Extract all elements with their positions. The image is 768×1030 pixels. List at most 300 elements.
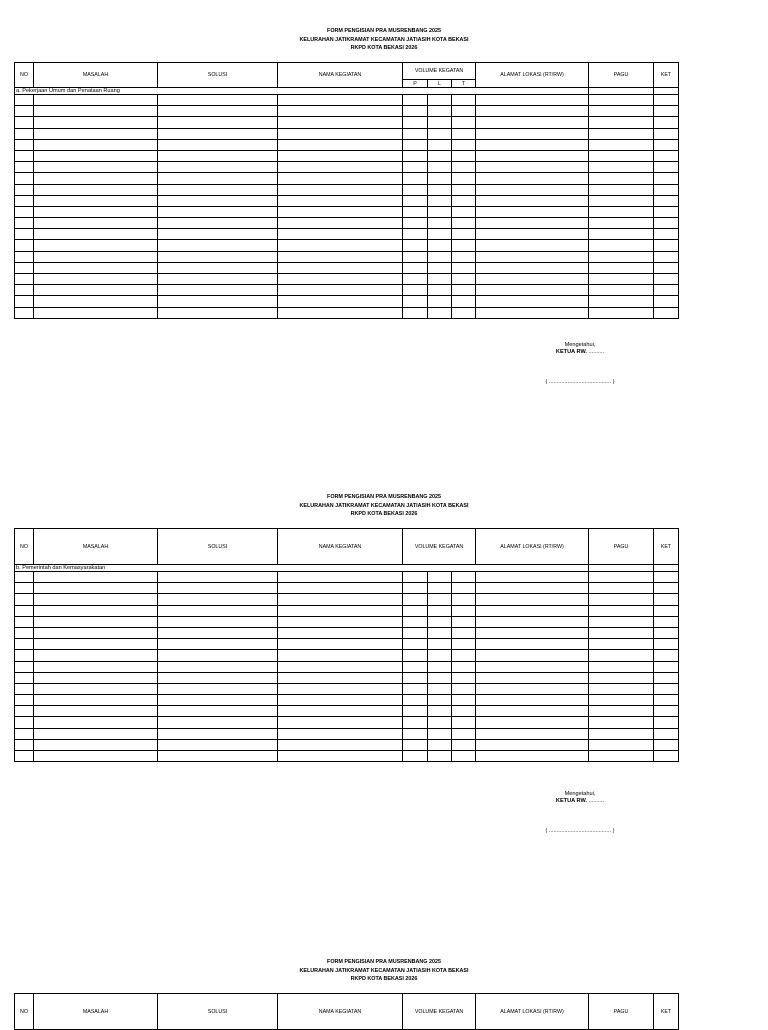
table-cell: [589, 583, 654, 594]
table-cell: [34, 229, 158, 240]
form-subtitle-rkpd: RKPD KOTA BEKASI 2026: [350, 45, 418, 52]
table-cell: [15, 751, 34, 762]
table-cell: [15, 184, 34, 195]
table-cell: [403, 162, 428, 173]
col-header-no: NO: [15, 529, 34, 565]
table-cell: [452, 296, 476, 307]
table-cell: [15, 739, 34, 750]
table-cell: [278, 173, 403, 184]
table-cell: [428, 572, 452, 583]
category-filler: [654, 565, 679, 572]
table-cell: [654, 184, 679, 195]
table-cell: [278, 117, 403, 128]
table-cell: [278, 195, 403, 206]
table-row: [15, 594, 679, 605]
table-cell: [158, 605, 278, 616]
table-cell: [452, 274, 476, 285]
table-cell: [654, 739, 679, 750]
table-cell: [428, 594, 452, 605]
table-cell: [158, 285, 278, 296]
table-cell: [15, 95, 34, 106]
table-cell: [34, 627, 158, 638]
table-cell: [452, 150, 476, 161]
table-cell: [34, 206, 158, 217]
table-cell: [476, 139, 589, 150]
table-cell: [15, 583, 34, 594]
table-cell: [654, 240, 679, 251]
table-row: [15, 229, 679, 240]
table-cell: [158, 128, 278, 139]
table-cell: [34, 728, 158, 739]
table-cell: [452, 594, 476, 605]
table-cell: [158, 206, 278, 217]
col-header-no: NO: [15, 994, 34, 1030]
table-cell: [34, 706, 158, 717]
table-cell: [654, 296, 679, 307]
table-cell: [476, 195, 589, 206]
col-header-p: P: [403, 80, 428, 88]
col-header-solusi: SOLUSI: [158, 529, 278, 565]
table-cell: [476, 218, 589, 229]
table-row: [15, 695, 679, 706]
col-header-pagu: PAGU: [589, 529, 654, 565]
category-label: b. Pemerintah dan Kemasyarakatan: [15, 565, 476, 572]
mengetahui-label: Mengetahui,: [564, 791, 596, 797]
table-cell: [158, 706, 278, 717]
table-row: [15, 627, 679, 638]
table-cell: [15, 627, 34, 638]
table-cell: [589, 307, 654, 318]
table-cell: [15, 229, 34, 240]
table-cell: [403, 616, 428, 627]
table-cell: [15, 150, 34, 161]
form-header-b: [0, 493, 768, 519]
table-cell: [654, 307, 679, 318]
table-cell: [654, 285, 679, 296]
table-cell: [654, 627, 679, 638]
table-cell: [476, 717, 589, 728]
table-cell: [15, 195, 34, 206]
table-cell: [476, 240, 589, 251]
table-cell: [589, 672, 654, 683]
table-cell: [428, 262, 452, 273]
table-cell: [654, 728, 679, 739]
table-cell: [654, 139, 679, 150]
table-cell: [476, 751, 589, 762]
table-cell: [158, 728, 278, 739]
table-cell: [476, 706, 589, 717]
table-cell: [15, 639, 34, 650]
table-cell: [34, 150, 158, 161]
table-cell: [452, 206, 476, 217]
table-cell: [34, 739, 158, 750]
table-cell: [589, 240, 654, 251]
table-cell: [589, 650, 654, 661]
table-cell: [476, 296, 589, 307]
table-cell: [15, 661, 34, 672]
table-cell: [278, 572, 403, 583]
table-cell: [452, 285, 476, 296]
table-cell: [403, 251, 428, 262]
table-cell: [278, 240, 403, 251]
table-cell: [403, 661, 428, 672]
table-cell: [589, 195, 654, 206]
table-cell: [452, 672, 476, 683]
table-row: [15, 661, 679, 672]
table-cell: [34, 162, 158, 173]
table-cell: [403, 572, 428, 583]
table-cell: [428, 627, 452, 638]
table-row: [15, 139, 679, 150]
table-cell: [278, 639, 403, 650]
ketua-rw-label: KETUA RW.: [555, 349, 587, 355]
table-cell: [428, 728, 452, 739]
table-cell: [403, 106, 428, 117]
col-header-nama-kegiatan: NAMA KEGIATAN: [278, 63, 403, 88]
table-cell: [452, 262, 476, 273]
table-cell: [452, 717, 476, 728]
table-cell: [476, 605, 589, 616]
mengetahui-label: Mengetahui,: [564, 342, 596, 348]
table-cell: [15, 218, 34, 229]
table-row: [15, 173, 679, 184]
category-filler: [589, 88, 654, 95]
table-cell: [34, 285, 158, 296]
table-cell: [278, 106, 403, 117]
table-row: [15, 195, 679, 206]
table-cell: [34, 594, 158, 605]
signature-block-a: [500, 342, 660, 385]
table-cell: [428, 95, 452, 106]
table-cell: [158, 594, 278, 605]
table-cell: [452, 639, 476, 650]
table-cell: [428, 739, 452, 750]
table-cell: [15, 128, 34, 139]
table-cell: [403, 650, 428, 661]
table-cell: [452, 162, 476, 173]
table-cell: [34, 106, 158, 117]
table-cell: [15, 695, 34, 706]
table-cell: [476, 262, 589, 273]
table-cell: [452, 572, 476, 583]
table-cell: [158, 661, 278, 672]
table-cell: [15, 650, 34, 661]
table-cell: [654, 583, 679, 594]
table-cell: [428, 162, 452, 173]
table-cell: [15, 594, 34, 605]
table-cell: [452, 751, 476, 762]
table-cell: [654, 195, 679, 206]
table-cell: [15, 285, 34, 296]
table-cell: [403, 173, 428, 184]
table-cell: [278, 728, 403, 739]
table-cell: [403, 583, 428, 594]
table-cell: [15, 717, 34, 728]
signature-block-b: [500, 791, 660, 834]
table-cell: [15, 728, 34, 739]
col-header-alamat: ALAMAT LOKASI (RT/RW): [476, 529, 589, 565]
table-cell: [158, 583, 278, 594]
table-cell: [403, 605, 428, 616]
ketua-rw-blank: ..........: [586, 798, 605, 804]
table-cell: [452, 616, 476, 627]
table-row: [15, 206, 679, 217]
table-cell: [476, 650, 589, 661]
table-cell: [428, 583, 452, 594]
table-cell: [654, 128, 679, 139]
table-cell: [158, 173, 278, 184]
table-cell: [589, 117, 654, 128]
table-cell: [589, 627, 654, 638]
table-cell: [34, 616, 158, 627]
table-cell: [403, 594, 428, 605]
table-cell: [476, 274, 589, 285]
table-cell: [428, 117, 452, 128]
form-subtitle-rkpd: RKPD KOTA BEKASI 2026: [350, 976, 418, 983]
table-row: [15, 162, 679, 173]
table-cell: [278, 616, 403, 627]
signature-name-blank: ( ........................................ ): [545, 828, 615, 834]
table-cell: [15, 262, 34, 273]
table-cell: [34, 605, 158, 616]
table-cell: [428, 661, 452, 672]
table-cell: [34, 695, 158, 706]
table-cell: [158, 150, 278, 161]
table-row: [15, 218, 679, 229]
table-cell: [15, 240, 34, 251]
table-cell: [158, 106, 278, 117]
table-cell: [428, 139, 452, 150]
table-cell: [403, 717, 428, 728]
table-cell: [278, 683, 403, 694]
category-label: a. Pekerjaan Umum dan Penataan Ruang: [15, 88, 476, 95]
table-cell: [403, 706, 428, 717]
table-cell: [452, 117, 476, 128]
table-row: [15, 672, 679, 683]
table-cell: [428, 605, 452, 616]
category-filler: [589, 565, 654, 572]
table-cell: [158, 695, 278, 706]
table-cell: [278, 206, 403, 217]
table-cell: [158, 307, 278, 318]
col-header-volume: VOLUME KEGATAN: [403, 994, 476, 1030]
table-cell: [15, 173, 34, 184]
table-cell: [589, 717, 654, 728]
table-cell: [158, 162, 278, 173]
table-cell: [589, 184, 654, 195]
col-header-alamat: ALAMAT LOKASI (RT/RW): [476, 994, 589, 1030]
table-cell: [34, 672, 158, 683]
table-cell: [428, 218, 452, 229]
table-cell: [654, 251, 679, 262]
table-row: [15, 751, 679, 762]
table-cell: [452, 739, 476, 750]
table-cell: [654, 672, 679, 683]
table-cell: [654, 117, 679, 128]
table-cell: [476, 251, 589, 262]
table-cell: [428, 274, 452, 285]
table-cell: [15, 206, 34, 217]
table-cell: [589, 616, 654, 627]
table-cell: [654, 106, 679, 117]
category-filler: [654, 88, 679, 95]
table-row: [15, 650, 679, 661]
table-cell: [15, 296, 34, 307]
col-header-solusi: SOLUSI: [158, 63, 278, 88]
table-cell: [278, 706, 403, 717]
table-cell: [34, 572, 158, 583]
table-cell: [476, 572, 589, 583]
table-cell: [158, 739, 278, 750]
table-cell: [34, 583, 158, 594]
col-header-volume: VOLUME KEGATAN: [403, 63, 476, 80]
table-cell: [34, 650, 158, 661]
table-cell: [476, 616, 589, 627]
table-cell: [428, 173, 452, 184]
table-cell: [15, 307, 34, 318]
table-cell: [403, 285, 428, 296]
col-header-ket: KET: [654, 994, 679, 1030]
table-cell: [158, 717, 278, 728]
col-header-volume: VOLUME KEGATAN: [403, 529, 476, 565]
col-header-solusi: SOLUSI: [158, 994, 278, 1030]
table-cell: [476, 285, 589, 296]
table-cell: [34, 184, 158, 195]
table-cell: [34, 296, 158, 307]
table-cell: [654, 162, 679, 173]
table-cell: [589, 728, 654, 739]
table-cell: [476, 672, 589, 683]
table-cell: [428, 184, 452, 195]
table-cell: [158, 683, 278, 694]
table-cell: [654, 572, 679, 583]
table-cell: [654, 206, 679, 217]
table-cell: [589, 206, 654, 217]
table-cell: [34, 751, 158, 762]
col-header-alamat: ALAMAT LOKASI (RT/RW): [476, 63, 589, 88]
table-cell: [428, 650, 452, 661]
table-cell: [15, 572, 34, 583]
table-row: [15, 117, 679, 128]
table-cell: [34, 683, 158, 694]
table-cell: [34, 307, 158, 318]
table-cell: [589, 150, 654, 161]
table-cell: [403, 627, 428, 638]
table-row: [15, 683, 679, 694]
table-cell: [654, 218, 679, 229]
table-cell: [428, 307, 452, 318]
table-cell: [589, 706, 654, 717]
table-cell: [654, 639, 679, 650]
table-cell: [278, 95, 403, 106]
table-cell: [654, 706, 679, 717]
table-cell: [403, 262, 428, 273]
table-cell: [278, 751, 403, 762]
table-cell: [476, 162, 589, 173]
table-cell: [589, 173, 654, 184]
table-cell: [589, 139, 654, 150]
table-cell: [158, 639, 278, 650]
table-cell: [278, 296, 403, 307]
table-cell: [476, 695, 589, 706]
form-title: FORM PENGISIAN PRA MUSRENBANG 2025: [327, 28, 441, 34]
table-cell: [403, 695, 428, 706]
table-cell: [15, 616, 34, 627]
musrenbang-table-a: [14, 62, 679, 319]
table-cell: [476, 627, 589, 638]
table-cell: [476, 728, 589, 739]
table-cell: [476, 150, 589, 161]
table-cell: [654, 594, 679, 605]
table-cell: [476, 128, 589, 139]
table-cell: [278, 218, 403, 229]
table-cell: [158, 218, 278, 229]
col-header-t: T: [452, 80, 476, 88]
table-cell: [403, 139, 428, 150]
table-cell: [403, 683, 428, 694]
table-cell: [428, 285, 452, 296]
table-cell: [278, 274, 403, 285]
table-cell: [428, 150, 452, 161]
table-cell: [158, 95, 278, 106]
table-cell: [428, 128, 452, 139]
table-row: [15, 616, 679, 627]
table-row: [15, 639, 679, 650]
table-cell: [476, 739, 589, 750]
table-cell: [15, 117, 34, 128]
category-filler: [476, 88, 589, 95]
table-row: [15, 605, 679, 616]
table-cell: [654, 695, 679, 706]
table-row: [15, 274, 679, 285]
table-cell: [158, 274, 278, 285]
table-cell: [278, 605, 403, 616]
table-cell: [428, 296, 452, 307]
table-cell: [452, 661, 476, 672]
table-cell: [158, 240, 278, 251]
table-cell: [278, 739, 403, 750]
table-cell: [452, 307, 476, 318]
table-cell: [452, 627, 476, 638]
table-cell: [403, 206, 428, 217]
table-cell: [158, 296, 278, 307]
table-cell: [452, 695, 476, 706]
table-cell: [278, 672, 403, 683]
table-cell: [589, 229, 654, 240]
table-cell: [15, 672, 34, 683]
table-cell: [589, 751, 654, 762]
table-cell: [428, 717, 452, 728]
table-cell: [278, 594, 403, 605]
table-row: [15, 95, 679, 106]
table-cell: [589, 639, 654, 650]
table-row: [15, 296, 679, 307]
table-row: [15, 184, 679, 195]
ketua-rw-label: KETUA RW.: [555, 798, 587, 804]
table-cell: [34, 128, 158, 139]
table-cell: [452, 139, 476, 150]
table-row: [15, 128, 679, 139]
table-cell: [34, 173, 158, 184]
table-cell: [278, 650, 403, 661]
table-cell: [15, 274, 34, 285]
table-cell: [476, 106, 589, 117]
col-header-l: L: [428, 80, 452, 88]
table-cell: [278, 139, 403, 150]
table-row: [15, 583, 679, 594]
table-cell: [428, 639, 452, 650]
table-cell: [403, 728, 428, 739]
